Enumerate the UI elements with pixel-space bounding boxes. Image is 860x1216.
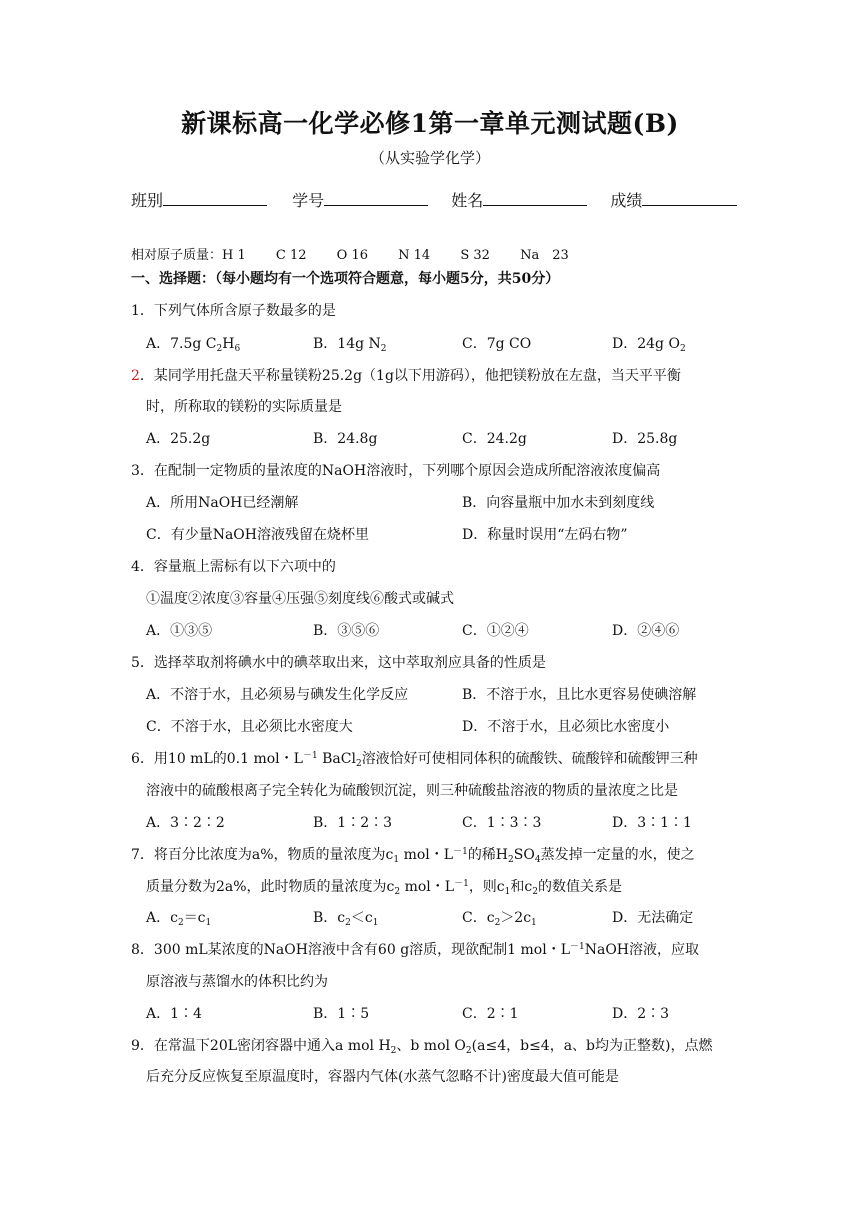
class-blank[interactable] xyxy=(163,191,267,206)
question-4-items: ①温度②浓度③容量④压强⑤刻度线⑥酸式或碱式 xyxy=(146,591,454,607)
q8-option-b[interactable]: B．1∶5 xyxy=(313,1006,370,1022)
q5-option-d[interactable]: D．不溶于水，且必须比水密度小 xyxy=(462,719,670,735)
q4-option-d[interactable]: D．②④⑥ xyxy=(612,623,680,639)
q1-option-d[interactable]: D．24g $O_2$ xyxy=(612,336,686,354)
question-7-cont: 质量分数为2a%，此时物质的量浓度为$c_2$ mol・$L^{-1}$，则$c_1$和$c_2$的数值关系是 xyxy=(146,879,622,897)
question-6-cont: 溶液中的硫酸根离子完全转化为硫酸钡沉淀，则三种硫酸盐溶液的物质的量浓度之比是 xyxy=(146,783,678,799)
name-label: 姓名 xyxy=(451,191,484,210)
q6-option-d[interactable]: D．3∶1∶1 xyxy=(612,815,692,831)
q7-option-b[interactable]: B．$c_2<c_1$ xyxy=(313,910,379,928)
student-number-blank[interactable] xyxy=(324,191,428,206)
q8-option-c[interactable]: C．2∶1 xyxy=(462,1006,519,1022)
q7-option-d[interactable]: D．无法确定 xyxy=(612,910,694,926)
q7-option-a[interactable]: A．$c_2=c_1$ xyxy=(146,910,212,928)
q2-option-d[interactable]: D．25.8g xyxy=(612,431,678,447)
q1-option-a[interactable]: A．7.5g $C_2H_6$ xyxy=(146,336,241,354)
score-blank[interactable] xyxy=(642,191,737,206)
student-info-row xyxy=(131,188,751,211)
q4-option-b[interactable]: B．③⑤⑥ xyxy=(313,623,380,639)
question-9-cont: 后充分反应恢复至原温度时，容器内气体(水蒸气忽略不计)密度最大值可能是 xyxy=(146,1069,619,1085)
question-5: 5．选择萃取剂将碘水中的碘萃取出来，这中萃取剂应具备的性质是 xyxy=(131,655,546,671)
question-9: 9．在常温下20L密闭容器中通入a mol $H_2$、b mol $O_2(a\le 4$，b≤4，a、b均为正整数)，点燃 xyxy=(131,1038,713,1056)
q3-option-a[interactable]: A．所用NaOH已经潮解 xyxy=(146,495,299,511)
q5-option-a[interactable]: A．不溶于水，且必须易与碘发生化学反应 xyxy=(146,687,409,703)
q8-option-d[interactable]: D．2∶3 xyxy=(612,1006,670,1022)
q6-option-c[interactable]: C．1∶3∶3 xyxy=(462,815,542,831)
q2-number: 2 xyxy=(131,368,140,384)
q3-option-b[interactable]: B．向容量瓶中加水未到刻度线 xyxy=(462,495,655,511)
q1-option-c[interactable]: C．7g CO xyxy=(462,336,532,352)
question-7: 7．将百分比浓度为a%，物质的量浓度为$c_1$ mol・$L^{-1}$的稀$H_2SO_4$蒸发掉一定量的水，使之 xyxy=(131,847,695,865)
question-3: 3．在配制一定物质的量浓度的NaOH溶液时，下列哪个原因会造成所配溶液浓度偏高 xyxy=(131,463,661,479)
question-1: 1．下列气体所含原子数最多的是 xyxy=(131,303,336,319)
question-6: 6．用10 mL的0.1 mol・$L^{-1}$ BaCl$_2$溶液恰好可使相同体积的硫酸铁、硫酸锌和硫酸钾三种 xyxy=(131,751,698,769)
class-label: 班别 xyxy=(131,191,164,210)
question-8-cont: 原溶液与蒸馏水的体积比约为 xyxy=(146,974,328,990)
q2-option-a[interactable]: A．25.2g xyxy=(146,431,211,447)
student-number-label: 学号 xyxy=(292,191,325,210)
q5-option-b[interactable]: B．不溶于水，且比水更容易使碘溶解 xyxy=(462,687,697,703)
question-8: 8．300 mL某浓度的NaOH溶液中含有60 g溶质，现欲配制1 mol・$L^{-1}NaOH$溶液，应取 xyxy=(131,942,700,958)
q6-option-b[interactable]: B．1∶2∶3 xyxy=(313,815,393,831)
question-2: 2．某同学用托盘天平称量镁粉25.2g（1g以下用游码），他把镁粉放在左盘，当天平平衡 xyxy=(131,368,681,384)
atomic-mass-line: 相对原子质量：H 1 C 12 O 16 N 14 S 32 Na 23 xyxy=(131,248,569,263)
name-blank[interactable] xyxy=(483,191,587,206)
section-heading: 一、选择题：（每小题均有一个选项符合题意，每小题5分，共50分） xyxy=(131,271,560,287)
q3-option-c[interactable]: C．有少量NaOH溶液残留在烧杯里 xyxy=(146,527,369,543)
q5-option-c[interactable]: C．不溶于水，且必须比水密度大 xyxy=(146,719,353,735)
q2-option-c[interactable]: C．24.2g xyxy=(462,431,527,447)
q2-option-b[interactable]: B．24.8g xyxy=(313,431,378,447)
score-label: 成绩 xyxy=(610,191,643,210)
question-2-cont: 时，所称取的镁粉的实际质量是 xyxy=(146,399,342,415)
q8-option-a[interactable]: A．1∶4 xyxy=(146,1006,202,1022)
q1-option-b[interactable]: B．14g $N_2$ xyxy=(313,336,387,354)
page-title: 新课标高一化学必修1第一章单元测试题(B) xyxy=(181,109,679,138)
q7-option-c[interactable]: C．$c_2>2c_1$ xyxy=(462,910,537,928)
q6-option-a[interactable]: A．3∶2∶2 xyxy=(146,815,225,831)
question-4: 4．容量瓶上需标有以下六项中的 xyxy=(131,559,336,575)
q3-option-d[interactable]: D．称量时误用“左码右物” xyxy=(462,527,628,543)
q4-option-a[interactable]: A．①③⑤ xyxy=(146,623,213,639)
q4-option-c[interactable]: C．①②④ xyxy=(462,623,529,639)
page-subtitle: （从实验学化学） xyxy=(369,149,490,167)
